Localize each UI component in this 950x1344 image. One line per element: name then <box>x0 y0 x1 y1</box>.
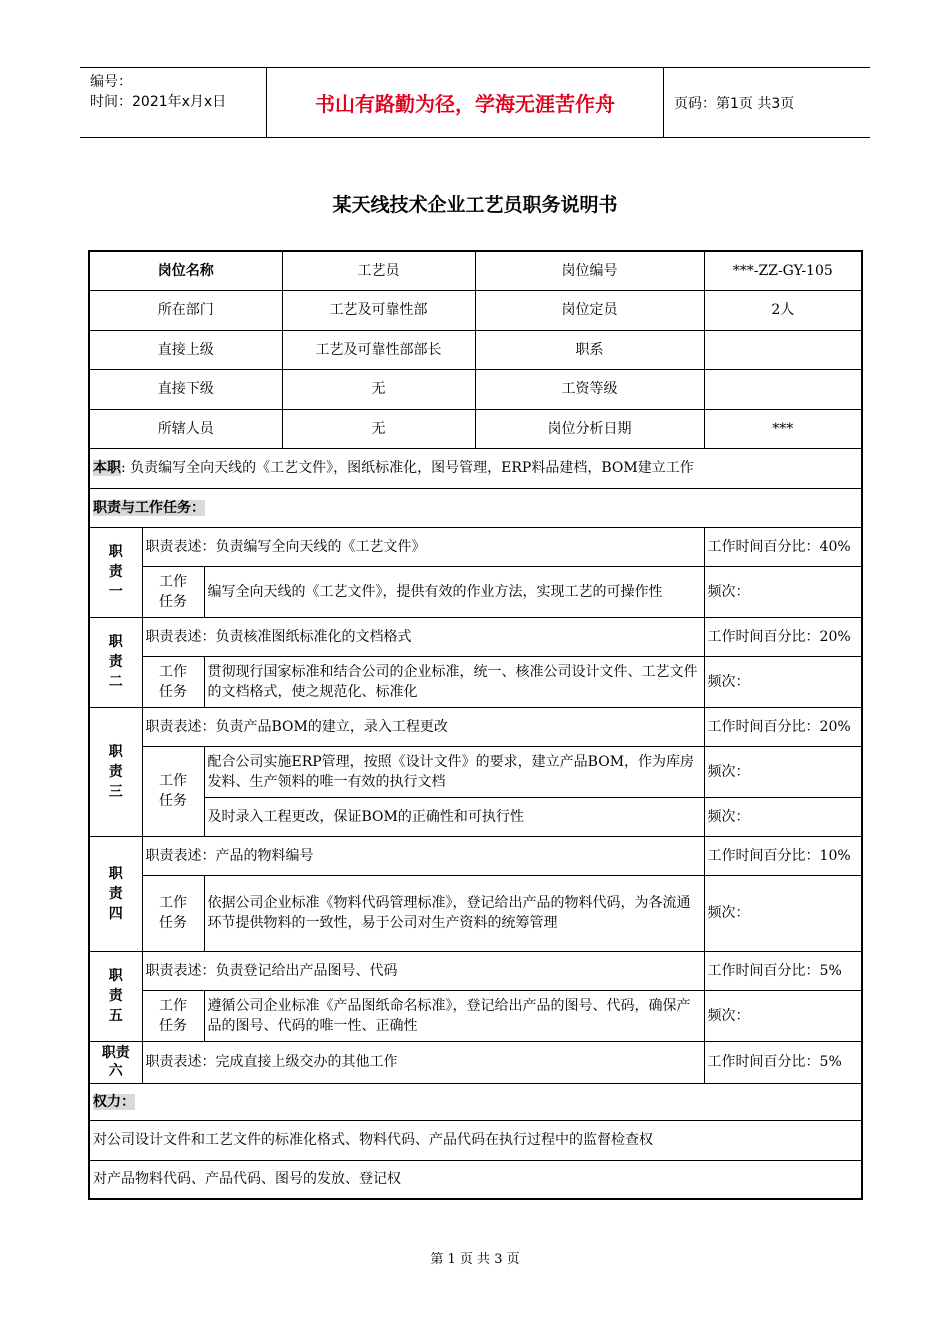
duty-label: 职责四 <box>89 836 142 951</box>
rights-row <box>89 1120 862 1160</box>
info-value: 工艺员 <box>282 251 475 290</box>
duty-desc-row <box>89 527 862 566</box>
duty-task-row <box>89 875 862 951</box>
duty-label: 职责一 <box>89 527 142 617</box>
info-label: 工资等级 <box>475 369 704 409</box>
info-value <box>704 369 862 409</box>
info-row <box>89 369 862 409</box>
duty-percent: 工作时间百分比：20% <box>704 617 862 656</box>
task-label: 工作任务 <box>142 746 204 836</box>
duty-desc: 职责表述：产品的物料编号 <box>142 836 704 875</box>
frequency: 频次： <box>704 875 862 951</box>
time-label: 时间：2021年x月x日 <box>90 94 227 110</box>
info-label: 直接上级 <box>89 330 282 369</box>
page-label: 页码：第1页 共3页 <box>674 95 795 112</box>
info-value: 无 <box>282 409 475 448</box>
task-text: 编写全向天线的《工艺文件》，提供有效的作业方法，实现工艺的可操作性 <box>204 566 704 617</box>
core-duty-row <box>89 448 862 488</box>
info-row <box>89 330 862 369</box>
info-value: 工艺及可靠性部部长 <box>282 330 475 369</box>
right-item: 对产品物料代码、产品代码、图号的发放、登记权 <box>89 1160 862 1199</box>
duties-heading-row <box>89 488 862 527</box>
duty-desc: 职责表述：完成直接上级交办的其他工作 <box>142 1041 704 1083</box>
frequency: 频次： <box>704 746 862 797</box>
duty-label: 职责三 <box>89 707 142 836</box>
info-label: 职系 <box>475 330 704 369</box>
rights-row <box>89 1160 862 1199</box>
duty-label: 职责五 <box>89 951 142 1041</box>
page-footer: 第 1 页 共 3 页 <box>430 1252 520 1267</box>
info-row <box>89 409 862 448</box>
info-label: 所辖人员 <box>89 409 282 448</box>
info-label: 岗位编号 <box>475 251 704 290</box>
duty-task-row <box>89 566 862 617</box>
info-label: 直接下级 <box>89 369 282 409</box>
duty-percent: 工作时间百分比：20% <box>704 707 862 746</box>
duty-desc-row <box>89 836 862 875</box>
task-label: 工作任务 <box>142 656 204 707</box>
task-text: 依据公司企业标准《物料代码管理标准》，登记给出产品的物料代码，为各流通环节提供物料的一致性，易于公司对生产资料的统筹管理 <box>204 875 704 951</box>
page-header <box>80 67 870 138</box>
right-item: 对公司设计文件和工艺文件的标准化格式、物料代码、产品代码在执行过程中的监督检查权 <box>89 1120 862 1160</box>
info-label: 所在部门 <box>89 290 282 330</box>
info-value: ***-ZZ-GY-105 <box>704 251 862 290</box>
duty-desc-row <box>89 1041 862 1083</box>
duties-heading: 职责与工作任务： <box>89 488 862 527</box>
header-meta <box>80 68 267 137</box>
info-row <box>89 290 862 330</box>
info-label: 岗位定员 <box>475 290 704 330</box>
motto: 书山有路勤为径，学海无涯苦作舟 <box>267 68 664 137</box>
info-value: 工艺及可靠性部 <box>282 290 475 330</box>
task-label: 工作任务 <box>142 990 204 1041</box>
info-value <box>704 330 862 369</box>
frequency: 频次： <box>704 566 862 617</box>
task-text: 遵循公司企业标准《产品图纸命名标准》，登记给出产品的图号、代码，确保产品的图号、代码的唯一性、正确性 <box>204 990 704 1041</box>
job-description-table <box>88 250 863 1200</box>
code-label: 编号： <box>90 74 132 90</box>
duty-desc: 职责表述：负责编写全向天线的《工艺文件》 <box>142 527 704 566</box>
frequency: 频次： <box>704 990 862 1041</box>
duty-desc: 职责表述：负责登记给出产品图号、代码 <box>142 951 704 990</box>
frequency: 频次： <box>704 797 862 836</box>
info-row <box>89 251 862 290</box>
duty-label: 职责六 <box>89 1041 142 1083</box>
task-label: 工作任务 <box>142 875 204 951</box>
rights-heading: 权力： <box>89 1083 862 1120</box>
duty-desc: 职责表述：负责核准图纸标准化的文档格式 <box>142 617 704 656</box>
duty-desc: 职责表述：负责产品BOM的建立，录入工程更改 <box>142 707 704 746</box>
frequency: 频次： <box>704 656 862 707</box>
duty-desc-row <box>89 951 862 990</box>
duty-percent: 工作时间百分比：5% <box>704 951 862 990</box>
task-text: 贯彻现行国家标准和结合公司的企业标准，统一、核准公司设计文件、工艺文件的文档格式，使之规范化、标准化 <box>204 656 704 707</box>
duty-label: 职责二 <box>89 617 142 707</box>
info-value: 2人 <box>704 290 862 330</box>
rights-heading-row <box>89 1083 862 1120</box>
info-value: *** <box>704 409 862 448</box>
info-label: 岗位名称 <box>89 251 282 290</box>
duty-task-row <box>89 797 862 836</box>
duty-task-row <box>89 656 862 707</box>
document-title: 某天线技术企业工艺员职务说明书 <box>332 194 618 216</box>
core-duty-text: : 负责编写全向天线的《工艺文件》，图纸标准化，图号管理，ERP料品建档，BOM建立工作 <box>121 460 694 476</box>
duty-percent: 工作时间百分比：40% <box>704 527 862 566</box>
info-label: 岗位分析日期 <box>475 409 704 448</box>
task-label: 工作任务 <box>142 566 204 617</box>
duty-percent: 工作时间百分比：10% <box>704 836 862 875</box>
core-duty <box>89 448 862 488</box>
core-duty-label: 本职 <box>93 460 121 476</box>
task-text: 配合公司实施ERP管理，按照《设计文件》的要求，建立产品BOM，作为库房发料、生产领料的唯一有效的执行文档 <box>204 746 704 797</box>
info-value: 无 <box>282 369 475 409</box>
duty-task-row <box>89 746 862 797</box>
duty-desc-row <box>89 617 862 656</box>
duty-percent: 工作时间百分比：5% <box>704 1041 862 1083</box>
task-text: 及时录入工程更改，保证BOM的正确性和可执行性 <box>204 797 704 836</box>
duty-desc-row <box>89 707 862 746</box>
duty-task-row <box>89 990 862 1041</box>
